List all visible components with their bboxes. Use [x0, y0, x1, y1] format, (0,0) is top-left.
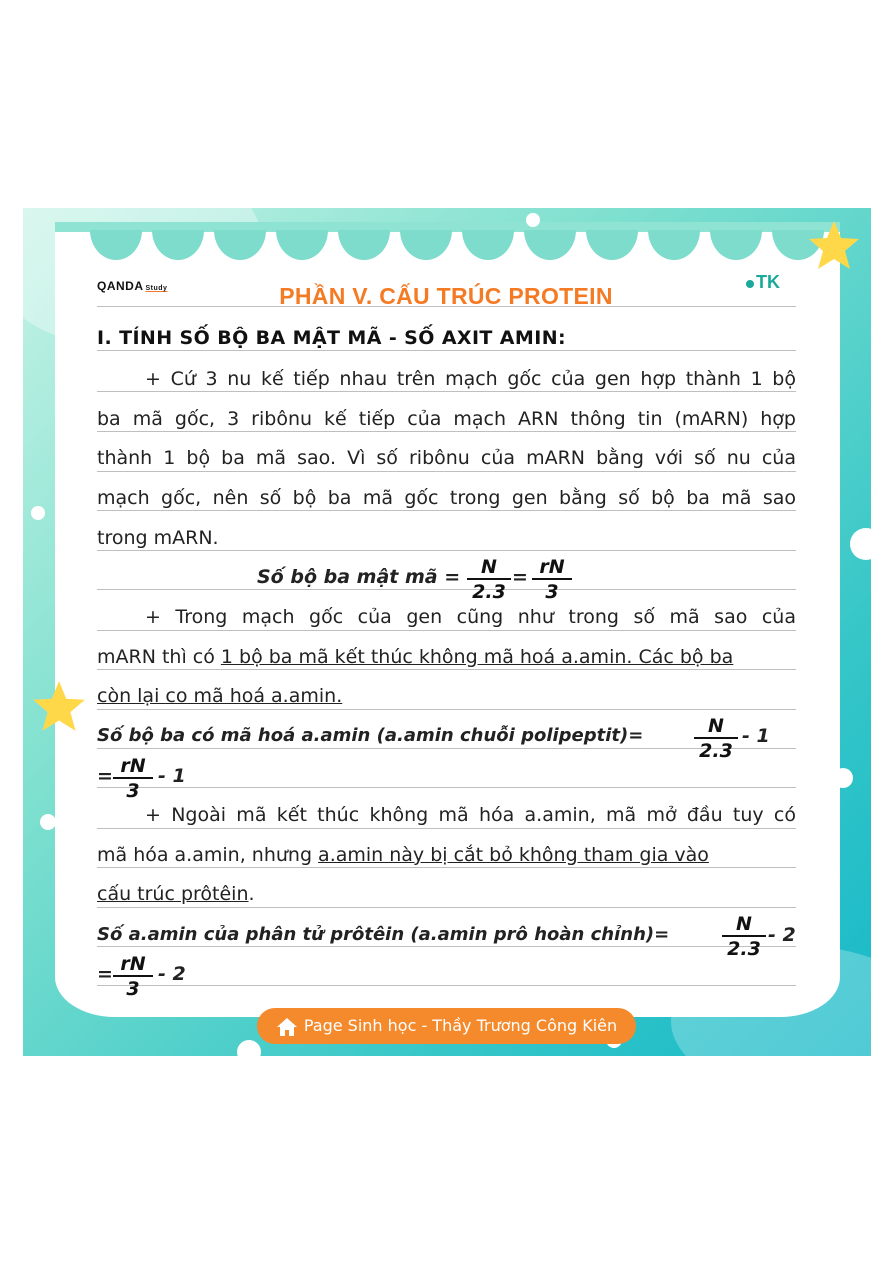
paragraph-line: mã hóa a.amin, nhưng a.amin này bị cắt bỏ không tham gia vào — [97, 844, 709, 866]
ruled-line — [97, 946, 796, 947]
ruled-line — [97, 907, 796, 908]
ruled-line — [97, 985, 796, 986]
paragraph-line: trong mARN. — [97, 527, 219, 549]
ruled-line — [97, 391, 796, 392]
fraction: $\frac{N}{2.3}$ — [694, 715, 738, 763]
equals-sign: = — [97, 963, 113, 985]
paragraph-line: + Ngoài mã kết thúc không mã hóa a.amin, mã mở đầu tuy có — [145, 804, 796, 826]
ruled-line — [97, 669, 796, 670]
equals-sign: = — [512, 566, 528, 588]
page-title: PHẦN V. CẤU TRÚC PROTEIN — [279, 283, 613, 309]
fraction: $\frac{N}{2.3}$ — [467, 556, 511, 604]
ruled-line — [97, 787, 796, 788]
paragraph-line: cấu trúc prôtêin. — [97, 883, 255, 905]
ruled-line — [97, 709, 796, 710]
scallop-border — [55, 222, 840, 270]
paragraph-line: mARN thì có 1 bộ ba mã kết thúc không mã hoá a.amin. Các bộ ba — [97, 646, 734, 668]
star-icon — [30, 678, 88, 736]
decor-dot — [237, 1040, 261, 1064]
minus-term: - 2 — [768, 924, 796, 946]
ruled-line — [97, 550, 796, 551]
minus-term: - 2 — [158, 963, 186, 985]
fraction: $\frac{rN}{3}$ — [113, 755, 153, 803]
ruled-line — [97, 510, 796, 511]
paragraph-line: + Cứ 3 nu kế tiếp nhau trên mạch gốc của gen hợp thành 1 bộ — [145, 368, 796, 390]
ruled-line — [97, 828, 796, 829]
decor-dot — [850, 528, 882, 560]
ruled-line — [97, 350, 796, 351]
star-icon — [806, 218, 862, 274]
paragraph-line: mạch gốc, nên số bộ ba mã gốc trong gen bằng số bộ ba mã sao — [97, 487, 796, 509]
qanda-logo: QANDA Study — [97, 279, 168, 293]
paragraph-line: thành 1 bộ ba mã sao. Vì số ribônu của mARN bằng với số nu của — [97, 447, 796, 469]
section-heading: I. TÍNH SỐ BỘ BA MẬT MÃ - SỐ AXIT AMIN: — [97, 327, 566, 349]
formula-label: Số a.amin của phân tử prôtêin (a.amin prô hoàn chỉnh)= — [97, 924, 670, 945]
footer-label: Page Sinh học - Thầy Trương Công Kiên — [303, 1016, 618, 1035]
paragraph-line: còn lại co mã hoá a.amin. — [97, 685, 343, 707]
ruled-line — [97, 471, 796, 472]
ruled-line — [97, 748, 796, 749]
ruled-line — [97, 630, 796, 631]
paragraph-line: + Trong mạch gốc của gen cũng như trong số mã sao của — [145, 606, 796, 628]
minus-term: - 1 — [742, 725, 770, 747]
ruled-line — [97, 867, 796, 868]
fraction: $\frac{rN}{3}$ — [532, 556, 572, 604]
formula-label: Số bộ ba mật mã = — [257, 566, 461, 588]
decor-dot — [31, 506, 45, 520]
ruled-line — [97, 589, 796, 590]
decor-dot — [833, 768, 853, 788]
fraction: $\frac{rN}{3}$ — [113, 953, 153, 1001]
home-icon — [276, 1017, 298, 1037]
ruled-line — [97, 306, 796, 307]
tk-logo: TK — [746, 272, 780, 293]
decor-dot — [40, 814, 56, 830]
equals-sign: = — [97, 765, 113, 787]
paragraph-line: ba mã gốc, 3 ribônu kế tiếp của mạch ARN thông tin (mARN) hợp — [97, 408, 796, 430]
minus-term: - 1 — [158, 765, 186, 787]
decor-dot — [526, 213, 540, 227]
ruled-line — [97, 431, 796, 432]
formula-label: Số bộ ba có mã hoá a.amin (a.amin chuỗi polipeptit)= — [97, 725, 644, 746]
footer-page-link[interactable] — [257, 1008, 636, 1044]
fraction: $\frac{N}{2.3}$ — [722, 913, 766, 961]
